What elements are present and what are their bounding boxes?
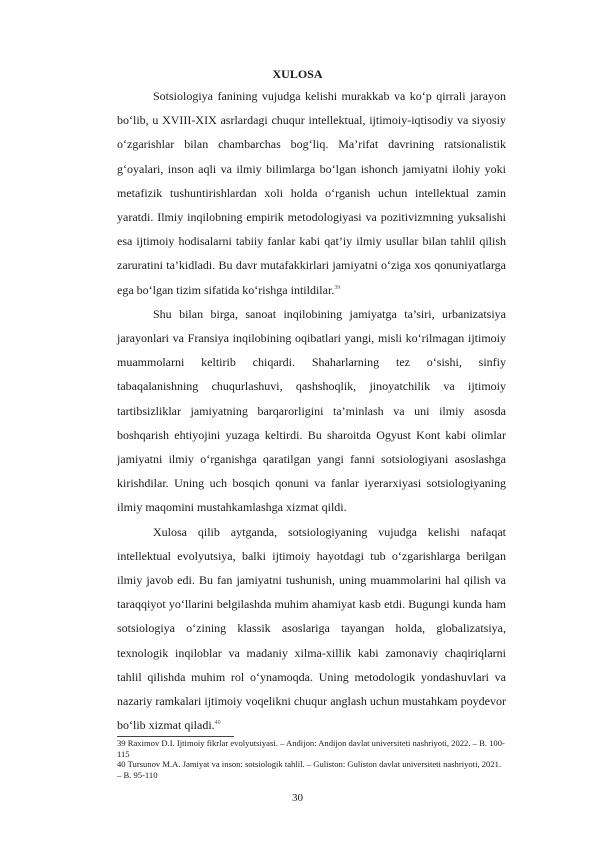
body-text bbox=[117, 84, 506, 737]
paragraph-text: Sotsiologiya fanining vujudga kelishi murakkab va ko‘p qirrali jarayon bo‘lib, u XVIII-XIX asrlardagi chuqur intellektual, ijtimoiy-iqtisodiy va siyosiy o‘zgarishlar bilan chambarchas bog‘liq. Ma’rifat davrining ratsionalistik g‘oyalari, inson aqli va ilmiy bilimlarga bo‘lgan ishonch jamiyatni ilohiy yoki metafizik tushuntirishlardan xoli holda o‘rganish uchun intellektual zamin yaratdi. Ilmiy inqilobning empirik metodologiyasi va pozitivizmning yuksalishi esa ijtimoiy hodisalarni tabiiy fanlar kabi qat’iy ilmiy usullar bilan tahlil qilish zaruratini ta’kidladi. Bu davr mutafakkirlari jamiyatni o‘ziga xos qonuniyatlarga ega bo‘lgan tizim sifatida ko‘rishga intildilar. bbox=[117, 89, 506, 297]
footnotes bbox=[117, 738, 506, 780]
footnote: 39 Raximov D.I. Ijtimoiy fikrlar evolyutsiyasi. – Andijon: Andijon davlat universiteti nashriyoti, 2022. – B. 100-115 bbox=[117, 738, 505, 759]
paragraph-text: Xulosa qilib aytganda, sotsiologiyaning vujudga kelishi nafaqat intellektual evolyutsiya, balki ijtimoiy hayotdagi tub o‘zgarishlarga berilgan ilmiy javob edi. Bu fan jamiyatni tushunish, uning muammolarini hal qilish va taraqqiyot yo‘llarini belgilashda muhim ahamiyat kasb etdi. Bugungi kunda ham sotsiologiya o‘zining klassik asoslariga tayangan holda, globalizatsiya, texnologik inqiloblar va madaniy xilma-xillik kabi zamonaviy chaqiriqlarni tahlil qilishda muhim rol o‘ynamoqda. Uning metodologik yondashuvlari va nazariy ramkalari ijtimoiy voqelikni chuqur anglash uchun mustahkam poydevor bo‘lib xizmat qiladi. bbox=[117, 524, 506, 733]
footnote-reference[interactable]: 39 bbox=[334, 284, 341, 291]
footnote-reference[interactable]: 40 bbox=[214, 720, 221, 727]
paragraph bbox=[117, 84, 506, 302]
footnote: 40 Tursunov M.A. Jamiyat va inson: sotsiologik tahlil. – Guliston: Guliston davlat universiteti nashriyoti, 2021. – B. 95-110 bbox=[117, 759, 502, 780]
paragraph bbox=[117, 302, 506, 520]
paragraph-text: Shu bilan birga, sanoat inqilobining jamiyatga ta’siri, urbanizatsiya jarayonlari va Fransiya inqilobining oqibatlari yangi, misli ko‘rilmagan ijtimoiy muammolarni keltirib chiqardi. Shaharlarning tez o‘sishi, sinfiy tabaqalanishning chuqurlashuvi, qashshoqlik, jinoyatchilik va ijtimoiy tartibsizliklar jamiyatning barqarorligini ta’minlash va uni ilmiy asosda boshqarish ehtiyojini yuzaga keltirdi. Bu sharoitda Ogyust Kont kabi olimlar jamiyatni ilmiy o‘rganishga qaratilgan yangi fanni sotsiologiyani asoslashga kirishdilar. Uning uch bosqich qonuni va fanlar iyerarxiyasi sotsiologiyaning ilmiy maqomini mustahkamlashga xizmat qildi. bbox=[117, 306, 506, 515]
paragraph bbox=[117, 520, 506, 738]
page-number: 30 bbox=[292, 792, 303, 804]
footnote-divider bbox=[117, 736, 234, 737]
section-title: XULOSA bbox=[272, 67, 323, 81]
